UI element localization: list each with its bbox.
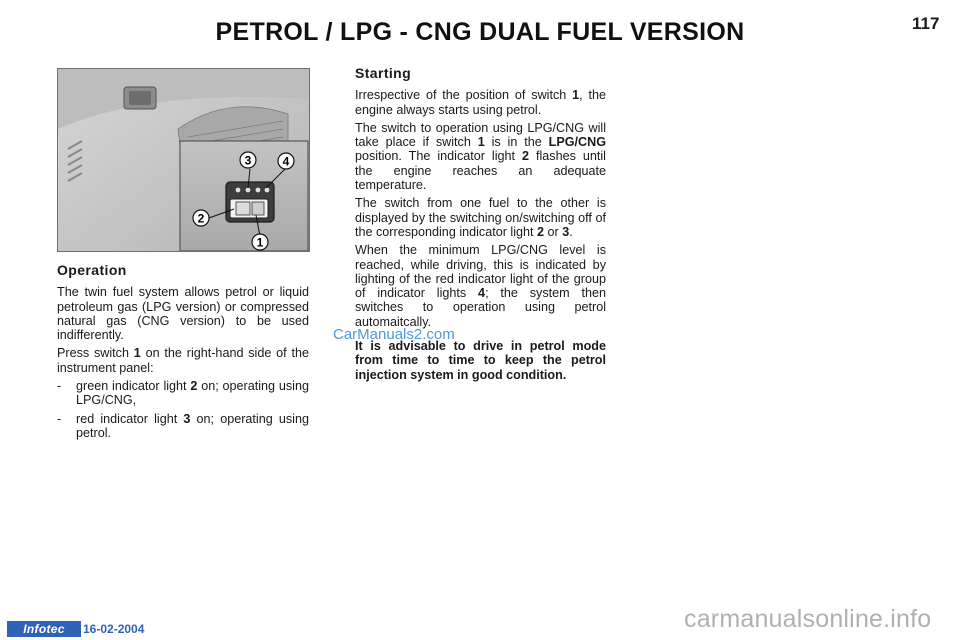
p2-part-c: position. The indicator light	[355, 149, 522, 164]
list-item-text	[76, 412, 309, 441]
page-number: 117	[912, 14, 940, 33]
p1-switch-number: 1	[572, 88, 580, 103]
starting-paragraph-2	[355, 121, 606, 192]
list-dash: -	[57, 379, 62, 394]
press-prefix: Press switch	[57, 346, 134, 361]
indicator-number: 3	[183, 411, 191, 426]
list-item-suffix: on; operating using LPG/CNG,	[76, 379, 309, 408]
footer-date: 16-02-2004	[83, 622, 145, 636]
p3-part-b: or	[544, 224, 563, 239]
callout-1-label: 1	[256, 235, 264, 250]
operation-intro: The twin fuel system allows petrol or liquid petroleum gas (LPG version) or compressed natural gas (CNG version) to be used indifferently.	[57, 285, 309, 343]
starting-heading: Starting	[355, 65, 412, 81]
p2-lpg-cng: LPG/CNG	[548, 135, 606, 150]
press-switch-number: 1	[133, 346, 141, 361]
page-title: PETROL / LPG - CNG DUAL FUEL VERSION	[215, 18, 745, 46]
operation-press-paragraph	[57, 346, 309, 375]
callout-4-label: 4	[282, 154, 290, 169]
callout-3-label: 3	[244, 153, 252, 168]
callout-3	[240, 152, 256, 168]
p2-switch-number: 1	[477, 135, 485, 150]
list-dash: -	[57, 411, 62, 426]
list-item-text	[76, 379, 309, 408]
starting-paragraph-4	[355, 243, 606, 329]
p2-part-a: The switch to operation using LPG/CNG will take place if switch	[355, 120, 606, 150]
p2-part-d: flashes until the engine reaches an adequate temperature.	[355, 149, 606, 193]
list-item-green	[57, 379, 309, 408]
callout-4	[278, 153, 294, 169]
p3-light-number-1: 2	[537, 224, 545, 239]
p3-part-c: .	[569, 224, 573, 239]
advice-note: It is advisable to drive in petrol mode from time to time to keep the petrol injection system in good condition.	[355, 339, 606, 382]
callout-1	[252, 234, 268, 250]
p4-light-number: 4	[478, 286, 486, 301]
watermark-text: CarManuals2.com	[333, 326, 455, 343]
p2-light-number: 2	[522, 149, 530, 164]
starting-paragraph-1	[355, 88, 606, 117]
p1-prefix: Irrespective of the position of switch	[355, 88, 573, 103]
p2-part-b: is in the	[484, 135, 549, 150]
indicator-number: 2	[190, 379, 198, 394]
p4-part-b: ; the system then switches to operation using petrol automaitcally.	[355, 286, 606, 329]
list-item-prefix: red indicator light	[76, 411, 184, 426]
p4-part-a: When the minimum LPG/CNG level is reached, while driving, this is indicated by lighting of the red indicator light of the group of indicator lights	[355, 243, 606, 301]
p1-suffix: , the engine always starts using petrol.	[355, 88, 606, 117]
footer-site-link[interactable]: carmanualsonline.info	[684, 605, 932, 633]
starting-paragraph-3	[355, 196, 606, 239]
operation-section	[57, 263, 309, 444]
list-item-prefix: green indicator light	[76, 379, 191, 394]
p3-part-a: The switch from one fuel to the other is displayed by the switching on/switching off of the corresponding indicator light	[355, 196, 606, 239]
operation-heading: Operation	[57, 262, 127, 278]
infotec-logo: Infotec	[7, 621, 81, 637]
callout-2	[193, 210, 209, 226]
callout-2-label: 2	[197, 211, 205, 226]
list-item-suffix: on; operating using petrol.	[76, 411, 309, 440]
p3-light-number-2: 3	[562, 224, 570, 239]
dashboard-switch-figure	[57, 68, 310, 252]
press-suffix: on the right-hand side of the instrument panel:	[57, 346, 309, 375]
list-item-red	[57, 412, 309, 441]
